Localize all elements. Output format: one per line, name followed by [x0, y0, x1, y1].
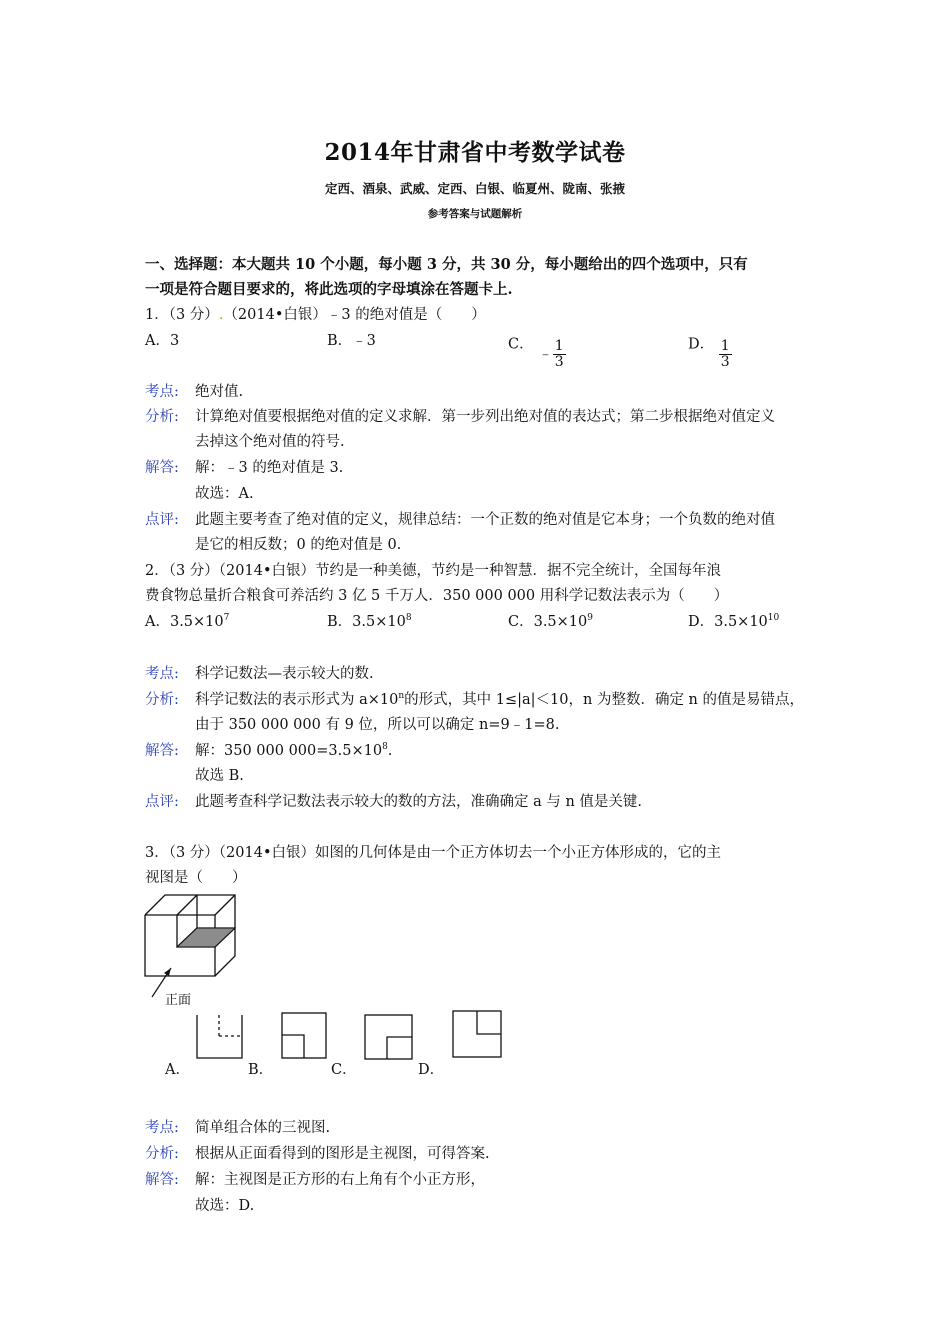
page-title: 2014年甘肃省中考数学试卷 — [324, 139, 626, 166]
q2-jieda-line1 — [195, 739, 392, 760]
q3-stem-line1: 3．（3 分）（2014•白银）如图的几何体是由一个正方体切去一个小正方体形成的，它的主 — [145, 845, 722, 861]
q1-kaodian: 绝对值. — [195, 384, 244, 400]
q1-kaodian-label: 考点: — [145, 384, 179, 400]
q1-fenxi-line2: 去掉这个绝对值的符号. — [195, 434, 345, 450]
q1-jieda-line1: 解：﹣3 的绝对值是 3. — [195, 460, 344, 476]
q2-jieda-exp: 8 — [382, 742, 388, 752]
q2-option-d-text: D．3.5×10 — [688, 614, 768, 630]
q2-fenxi-label: 分析: — [145, 692, 179, 708]
q2-option-c — [508, 610, 593, 631]
q3-option-b-figure — [277, 1010, 332, 1062]
q1-option-d-fraction — [719, 339, 732, 370]
q1-d-denominator: 3 — [720, 354, 730, 370]
q1-dianping-label: 点评: — [145, 512, 179, 528]
q3-option-b-label: B． — [248, 1062, 274, 1078]
q1-dianping-line1: 此题主要考查了绝对值的定义，规律总结：一个正数的绝对值是它本身；一个负数的绝对值 — [195, 512, 775, 528]
q3-option-a-figure — [192, 1010, 247, 1062]
q2-option-b — [327, 610, 412, 631]
q1-stem-text: （2014•白银）﹣3 的绝对值是（ ） — [223, 307, 486, 323]
q2-jieda-text-a: 解：350 000 000=3.5×10 — [195, 743, 383, 759]
q3-jieda-label: 解答: — [145, 1172, 179, 1188]
q2-option-a-text: A．3.5×10 — [145, 614, 224, 630]
q2-jieda-label: 解答: — [145, 743, 179, 759]
q2-fenxi-text-b: 的形式，其中 1≤|a|＜10，n 为整数．确定 n 的值是易错点， — [404, 692, 805, 708]
q3-jieda-line2: 故选：D. — [195, 1198, 255, 1214]
q3-kaodian: 简单组合体的三视图. — [195, 1120, 331, 1136]
q2-fenxi-line2: 由于 350 000 000 有 9 位，所以可以确定 n=9﹣1=8. — [195, 717, 560, 733]
q1-fenxi-line1: 计算绝对值要根据绝对值的定义求解．第一步列出绝对值的表达式；第二步根据绝对值定义 — [195, 409, 775, 425]
q3-option-d-label: D． — [418, 1062, 445, 1078]
q1-prefix: 1．（3 分） — [145, 307, 219, 323]
q1-jieda-label: 解答: — [145, 460, 179, 476]
q1-option-c-label: C． — [508, 336, 534, 353]
q3-fenxi-label: 分析: — [145, 1146, 179, 1162]
q3-option-c-figure — [360, 1010, 415, 1062]
q1-c-numerator: 1 — [554, 338, 564, 354]
q2-kaodian: 科学记数法—表示较大的数. — [195, 666, 374, 682]
section-heading-line2: 一项是符合题目要求的，将此选项的字母填涂在答题卡上. — [145, 281, 513, 298]
answer-subtitle: 参考答案与试题解析 — [427, 208, 523, 220]
q2-fenxi-text-a: 科学记数法的表示形式为 a×10 — [195, 692, 399, 708]
q1-option-b: B．﹣3 — [327, 333, 376, 349]
q3-front-label: 正面 — [165, 993, 192, 1008]
q1-option-c — [508, 329, 566, 370]
q2-jieda-text-b: . — [387, 743, 393, 759]
q1-jieda-line2: 故选：A. — [195, 486, 254, 502]
q2-option-d — [688, 610, 779, 631]
q3-option-d-figure — [448, 1006, 506, 1062]
q1-dianping-line2: 是它的相反数；0 的绝对值是 0. — [195, 537, 402, 553]
q2-stem-line1: 2．（3 分）（2014•白银）节约是一种美德，节约是一种智慧．据不完全统计，全国每年浪 — [145, 563, 722, 579]
q2-kaodian-label: 考点: — [145, 666, 179, 682]
q1-d-numerator: 1 — [720, 338, 730, 354]
q1-c-denominator: 3 — [554, 354, 564, 370]
q1-option-d — [688, 329, 732, 370]
q2-option-a — [145, 610, 229, 631]
q2-option-d-exp: 10 — [767, 613, 780, 623]
regions-subtitle: 定西、酒泉、武威、定西、白银、临夏州、陇南、张掖 — [324, 181, 625, 196]
q2-option-c-text: C．3.5×10 — [508, 614, 588, 630]
q2-fenxi-line1 — [195, 688, 804, 709]
q2-stem-line2: 费食物总量折合粮食可养活约 3 亿 5 千万人．350 000 000 用科学记数法表示为（ ） — [145, 588, 729, 604]
q2-dianping-label: 点评: — [145, 794, 179, 810]
q3-option-a-label: A． — [165, 1062, 190, 1078]
q1-option-c-sign: ﹣ — [538, 346, 553, 363]
q2-jieda-line2: 故选 B. — [195, 768, 244, 784]
q3-solid-figure — [140, 890, 250, 1010]
section-heading-line1: 一、选择题：本大题共 10 个小题，每小题 3 分，共 30 分，每小题给出的四个选项中，只有 — [145, 256, 748, 273]
q3-stem-line2: 视图是（ ） — [145, 870, 247, 886]
q2-dianping: 此题考查科学记数法表示较大的数的方法，准确确定 a 与 n 值是关键. — [195, 794, 643, 810]
q2-option-c-exp: 9 — [587, 613, 593, 623]
q3-kaodian-label: 考点: — [145, 1120, 179, 1136]
q1-option-a: A．3 — [145, 333, 180, 349]
q3-jieda-line1: 解：主视图是正方形的右上角有个小正方形， — [195, 1172, 485, 1188]
q2-option-b-text: B．3.5×10 — [327, 614, 406, 630]
q1-option-d-label: D． — [688, 336, 715, 353]
q3-option-c-label: C． — [331, 1062, 357, 1078]
q2-option-b-exp: 8 — [405, 613, 412, 623]
q3-fenxi: 根据从正面看得到的图形是主视图，可得答案. — [195, 1146, 490, 1162]
q1-fenxi-label: 分析: — [145, 409, 179, 425]
q1-stem — [145, 303, 486, 324]
q1-option-c-fraction — [553, 339, 566, 370]
q2-option-a-exp: 7 — [223, 613, 230, 623]
q2-fenxi-exp: n — [398, 691, 405, 701]
q1-dot: . — [218, 307, 224, 323]
